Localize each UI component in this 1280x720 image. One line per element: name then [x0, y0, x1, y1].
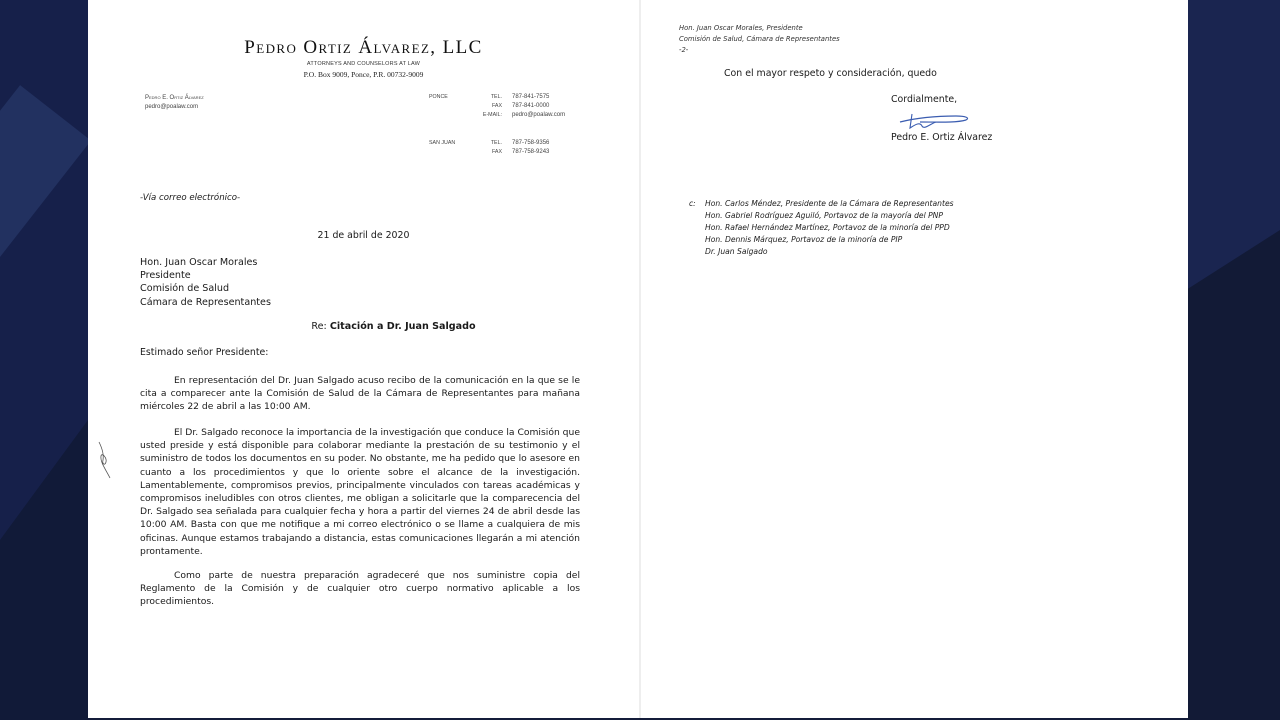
office-city-ponce: PONCE — [429, 94, 448, 100]
letter-date: 21 de abril de 2020 — [317, 230, 410, 241]
recipient-block — [140, 256, 271, 309]
firm-subtitle: ATTORNEYS AND COUNSELORS AT LAW — [306, 61, 421, 67]
header-committee: Comisión de Salud, Cámara de Representantes — [679, 35, 840, 43]
attorney-block — [145, 94, 204, 112]
page-number: -2- — [679, 46, 689, 54]
background-stripe — [0, 85, 88, 345]
letter-page-1 — [88, 0, 639, 718]
cc-recipient: Dr. Juan Salgado — [705, 247, 768, 256]
attorney-name: Pedro E. Ortiz Álvarez — [145, 95, 204, 101]
paragraph-text: En representación del Dr. Juan Salgado acuso recibo de la comunicación en la que se le cita a comparecer ante la Comisión de Salud de la Cámara de Representantes para mañana miércoles 22 de abril a las 10:00 AM. — [140, 375, 580, 413]
paragraph — [140, 374, 580, 414]
paragraph-text: Como parte de nuestra preparación agradeceré que nos suministre copia del Reglamento de la Comisión y de cualquier otro cuerpo normativo aplicable a los procedimientos. — [140, 570, 580, 608]
signature-icon — [896, 110, 976, 134]
delivery-method: -Vía correo electrónico- — [140, 193, 241, 203]
attorney-email: pedro@poalaw.com — [145, 104, 199, 110]
subject-prefix: Re: — [311, 321, 327, 332]
initials-mark-icon — [96, 440, 112, 480]
continuation-header — [679, 23, 840, 56]
background-left — [0, 0, 88, 720]
office-label: TEL. — [490, 140, 502, 146]
cc-recipient: Hon. Carlos Méndez, Presidente de la Cámara de Representantes — [705, 199, 954, 208]
office-fax: 787-758-9243 — [512, 149, 550, 155]
office-phone: 787-758-9356 — [512, 140, 550, 146]
recipient-committee: Comisión de Salud — [140, 283, 230, 295]
background-shade — [0, 420, 88, 720]
recipient-name: Hon. Juan Oscar Morales — [140, 257, 258, 268]
office-city-san-juan: SAN JUAN — [429, 140, 456, 146]
office-email: pedro@poalaw.com — [512, 112, 566, 118]
office-phone: 787-841-7575 — [512, 94, 550, 100]
recipient-chamber: Cámara de Representantes — [140, 296, 271, 308]
office-label: FAX — [491, 103, 502, 109]
firm-name: Pedro Ortiz Álvarez, LLC — [244, 37, 483, 58]
salutation: Estimado señor Presidente: — [140, 347, 269, 358]
background-right — [1188, 0, 1280, 720]
paragraph-text: El Dr. Salgado reconoce la importancia de la investigación que conduce la Comisión que usted preside y está disponible para colaborar mediante la prestación de su testimonio y el suministro de todos los documentos en su poder. No obstante, me ha pedido que lo asesore en cuanto a los procedimientos y que lo oriente sobre el alcance de la investigación. Lamentablemente, compromisos previos, principalmente vinculados con tareas académicas y compromisos ineludibles con otros clientes, me obligan a solicitarle que la comparecencia del Dr. Salgado sea señalada para cualquier fecha y hora a partir del viernes 24 de abril desde las 10:00 AM. Basta con que me notifique a mi correo electrónico o se llame a cualquiera de mis oficinas. Aunque estamos trabajando a distancia, estas comunicaciones llegarán a mi atención prontamente. — [140, 427, 580, 557]
background-shade — [1188, 230, 1280, 720]
paragraph — [140, 426, 580, 558]
subject-text: Citación a Dr. Juan Salgado — [329, 321, 476, 332]
office-label: E-MAIL: — [482, 112, 502, 118]
office-fax: 787-841-0000 — [512, 103, 550, 109]
firm-address: P.O. Box 9009, Ponce, P.R. 00732-9009 — [303, 70, 424, 79]
carbon-copy-list — [689, 198, 954, 258]
subject-line — [88, 321, 639, 332]
cc-recipient: Hon. Gabriel Rodríguez Aguiló, Portavoz de la mayoría del PNP — [705, 211, 943, 220]
signer-name: Pedro E. Ortiz Álvarez — [891, 132, 993, 143]
cc-recipient: Hon. Rafael Hernández Martínez, Portavoz de la minoría del PPD — [705, 223, 950, 232]
cc-recipient: Hon. Dennis Márquez, Portavoz de la minoría de PIP — [705, 235, 903, 244]
recipient-title: Presidente — [140, 270, 191, 282]
complimentary-close: Cordialmente, — [891, 94, 958, 105]
letter-page-2 — [641, 0, 1188, 718]
cc-label: c: — [689, 199, 696, 208]
header-recipient: Hon. Juan Oscar Morales, Presidente — [679, 24, 803, 32]
document-spread — [88, 0, 1188, 718]
office-label: FAX — [491, 149, 502, 155]
office-label: TEL. — [490, 94, 502, 100]
paragraph — [140, 569, 580, 609]
closing-line: Con el mayor respeto y consideración, quedo — [724, 68, 937, 79]
